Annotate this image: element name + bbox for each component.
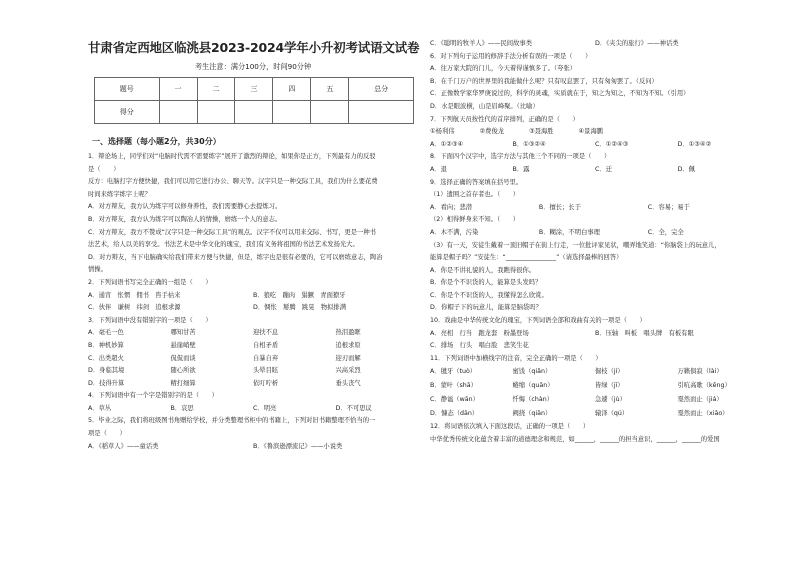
score-blank-cell — [159, 101, 197, 124]
q2-options — [88, 290, 418, 303]
q11-cell: 戛然而止（jiá） — [677, 396, 723, 404]
q6-option: C．正像数学家华罗庚说过的，科学的灵魂，实质就在于，知之为知之，不知为不知。（引用） — [430, 90, 690, 98]
q7-item: ④景海鹏 — [578, 128, 604, 136]
q10-options — [430, 340, 760, 353]
q5-option: B．《鲁滨逊漂流记》——小说类 — [253, 442, 343, 450]
q7-options — [430, 139, 760, 152]
q3-cell: 哪知甘苦 — [170, 329, 196, 337]
score-header-cell: 四 — [273, 78, 311, 101]
q3-cell: 精打细算 — [170, 379, 196, 387]
score-blank-cell — [235, 101, 273, 124]
q1-line: 是（ ） — [88, 165, 120, 173]
q3-cell: B．神机妙算 — [88, 341, 124, 349]
q3-cell: C．出类超火 — [88, 354, 124, 362]
q3-cell: 追根求原 — [335, 341, 361, 349]
q9-option: B．糊涂，不明白事理 — [538, 228, 600, 236]
q3-cell: 依叮咛析 — [253, 379, 279, 387]
q5-stem: 项是（ ） — [88, 430, 126, 438]
q3-row — [88, 378, 418, 391]
q10-stem: 10．戏曲是中华传统文化的瑰宝，下列词语全部和戏曲有关的一项是（ ） — [430, 317, 646, 325]
score-header-cell: 一 — [159, 78, 197, 101]
left-column — [88, 38, 418, 453]
q1-option: 情操。 — [88, 266, 107, 274]
q1-line: 反方：电脑打字方便快捷，我们可以用它进行办公、聊天等。汉字只是一种交际工具，我们为什么要花费 — [88, 178, 378, 186]
q3-cell: 兴高采烈 — [335, 367, 361, 375]
q4-option: A．草丛 — [88, 404, 112, 412]
q3-row — [88, 327, 418, 340]
q5-option: D．《夹尖的旅行》——神话类 — [595, 40, 679, 47]
score-header-cell: 题号 — [95, 78, 160, 101]
q1-line: 时间来练字练字上呢？ — [88, 190, 151, 198]
q6-option: D．水是眼波横，山是眉峰聚。（比喻） — [430, 102, 539, 110]
q2-option: A．通宵 怅惘 佣书 咨手枯来 — [88, 291, 181, 299]
q11-cell: 倔枝（jí） — [595, 368, 624, 376]
q7-item: ③聂海胜 — [529, 128, 554, 136]
q3-cell: 热泪盈眶 — [335, 329, 361, 337]
q11-cell: C．静谧（wān） — [430, 396, 479, 404]
q8-option: A．退 — [430, 165, 447, 173]
q9-option: A．你是不讲礼貌的人，我瞧得很你。 — [430, 266, 536, 274]
q3-cell: 自相矛盾 — [253, 341, 279, 349]
q7-item: ②费俊龙 — [479, 128, 505, 136]
q9-option: D．你帽子下的玩意儿，能算是脑袋吗？ — [430, 304, 542, 312]
q3-row — [88, 365, 418, 378]
q11-cell: 蜜饯（qiǎn） — [512, 368, 552, 376]
score-header-cell: 三 — [235, 78, 273, 101]
score-value-row — [95, 101, 414, 124]
q6-option: A．往万家大院的门儿，今天着得谨慎多了。（夸张） — [430, 65, 576, 73]
score-header-row — [95, 78, 414, 101]
q3-cell: 悬崖峭壁 — [170, 341, 196, 349]
q2-option: D．惆怅 掰腾 跳晃 物拟排满 — [253, 304, 347, 312]
q1-option: A．对方辩友，我方认为练字可以修身养性，我们需要静心去提炼习。 — [88, 203, 282, 211]
q3-cell: 随心所欲 — [170, 367, 196, 375]
q11-cell: 急遽（jù） — [595, 396, 626, 404]
q9-option: B．擅长；长于 — [538, 203, 581, 211]
q5-option: C．《聪明的牧羊人》——民间故事类 — [430, 40, 532, 47]
q11-cell: 皆绿（jī） — [595, 382, 624, 390]
score-blank-cell — [273, 101, 311, 124]
q5-option: A．《稻草人》——童话类 — [88, 442, 159, 450]
score-header-cell: 五 — [311, 78, 349, 101]
q9-option: A．木不满，污染 — [430, 228, 479, 236]
q11-cell: 辕泽（qú） — [595, 410, 629, 418]
q11-cell: 戛然而止（xiāo） — [677, 410, 729, 418]
q11-cell: 引吭高歌（kēng） — [677, 382, 731, 390]
q4-option: D．不可思议 — [335, 404, 372, 412]
q11-cell: 忏悔（chàn） — [512, 396, 553, 404]
q3-stem: 3．下列词语中没有错别字的一项是（ ） — [88, 316, 212, 324]
q4-options — [88, 403, 418, 416]
q3-cell: A．毫毛一色 — [88, 329, 124, 337]
q11-cell: B．蒙叶（shā） — [430, 382, 477, 390]
q12-text: 中华优秀传统文化蕴含着丰富的道德理念和规范，如______，______的担当意识，______，______的爱国 — [430, 436, 720, 444]
right-column — [430, 38, 760, 447]
q1-option: 法艺术，给人以美的享受。书法艺术是中华文化的瑰宝，我们有义务将祖国的书法艺术发扬光大。 — [88, 241, 359, 249]
q2-options — [88, 302, 418, 315]
q9-sub-options — [430, 227, 760, 240]
q11-cell: 万籁俱寂（lài） — [677, 368, 723, 376]
q8-option: C．迁 — [595, 165, 612, 173]
q2-stem: 2．下列词语书写完全正确的一组是（ ） — [88, 278, 212, 286]
score-blank-cell — [311, 101, 349, 124]
q1-option: D．对方辩友，当下电脑确实给我们带来方便与快捷，但是，练字也是很有必要的，它可以磨练意志，陶冶 — [88, 253, 383, 261]
q10-option — [595, 340, 760, 353]
section-heading: 一、选择题（每小题2分，共30分） — [92, 137, 221, 146]
q7-option: B．①③②④ — [512, 140, 546, 148]
q9-sub-options — [430, 202, 760, 215]
q5-options-cont — [430, 38, 760, 51]
q2-option: C．伙伴 谦树 纬剑 追根求源 — [88, 304, 181, 312]
q3-row — [88, 353, 418, 366]
q1-option: C．对方辩友，我方不赞成“汉字只是一种交际工具”的观点。汉字不仅可以用来交际、书写，更是一种书 — [88, 228, 376, 236]
q10-option: B．压轴 叫板 唱头牌 有板有眼 — [595, 329, 694, 337]
q3-cell: 迎刃而解 — [335, 354, 361, 362]
q11-cell: 蜷缩（quān） — [512, 382, 554, 390]
q6-stem: 6．对下列句子运用的修辞手法分析有误的一项是（ ） — [430, 52, 592, 60]
q9-option: A．看向；悲潜 — [430, 203, 473, 211]
q4-option: C．明亮 — [253, 404, 277, 412]
q11-cell: 阙挠（qiān） — [512, 410, 552, 418]
q3-cell: 自暴自弃 — [253, 354, 279, 362]
q4-option: B．哀思 — [170, 404, 194, 412]
q3-cell: 头晕目眩 — [253, 367, 279, 375]
q5-options — [88, 441, 418, 454]
q7-items — [430, 126, 628, 139]
q8-options — [430, 164, 760, 177]
q1-option: B．对方辩友，我方认为练字可以陶冶人的情操，磨练一个人的意志。 — [88, 215, 282, 223]
q7-stem: 7．下列航天员按性代的首序排列，正确的是（ ） — [430, 115, 579, 123]
q9-option: C．容易；易于 — [647, 203, 690, 211]
q8-stem: 8．下面四个汉字中，选字方法与其他三个不同的一项是（ ） — [430, 153, 611, 161]
score-header-cell: 总分 — [349, 78, 414, 101]
q3-cell: D．技得升算 — [88, 379, 125, 387]
q3-cell: D．身临其境 — [88, 367, 125, 375]
q12-stem: 12．将词语依次填入下面这段话，正确的一项是（ ） — [430, 423, 590, 431]
q11-row — [430, 379, 760, 393]
exam-title: 甘肃省定西地区临洮县2023-2024学年小升初考试语文试卷 — [88, 40, 420, 55]
q9-sub: （3）有一天，安徒生戴着一顶旧帽子在街上行走，一位批评家见状，嘲弄地笑道：“你脑袋上的玩意儿， — [430, 241, 721, 249]
q9-option: C．你是个不识货的人，我懂得怎么欣赏。 — [430, 291, 548, 299]
q9-stem: 9．选择正确的答案填在括号里。 — [430, 178, 523, 186]
q7-option: D．①③④② — [677, 140, 712, 148]
score-blank-cell — [349, 101, 414, 124]
q10-options — [430, 328, 760, 341]
q9-option: B．你是个不识货的人，能算是头发吗？ — [430, 279, 542, 287]
q7-option: C．①②④③ — [595, 140, 629, 148]
q3-cell: 迎扶不息 — [253, 329, 279, 337]
q5-stem: 5．毕业之际，我们将班级图书角赠给学校，并分类整理书柜中的书籍上，下列对旧书籍整理不恰当的一 — [88, 417, 376, 425]
q9-sub: （1）遗围之首存者也。（ ） — [430, 191, 520, 199]
q9-option: C．全，完全 — [647, 228, 684, 236]
q3-row — [88, 340, 418, 353]
q4-stem: 4．下列词语中有一个字是错别字的是（ ） — [88, 392, 218, 400]
q10-option: C．排场 行头 唱白脸 悲笑生花 — [430, 342, 529, 350]
q7-item: ①杨利伟 — [430, 128, 455, 136]
q7-option: A．①②③④ — [430, 140, 464, 148]
q6-option: B．在千门万户的世界里的我能做什么呢？只有叹息罢了，只有匆匆罢了。（反问） — [430, 77, 658, 85]
q8-option: D．佩 — [677, 165, 695, 173]
q8-option: B．露 — [512, 165, 530, 173]
q3-cell: 垂头丧气 — [335, 379, 361, 387]
q1-line: 1．辩论场上，同学们对“电脑时代需不需要练字”展开了激烈的辩论，如果你是正方，下列最有力的反驳 — [88, 153, 376, 160]
q9-sub: （2）相得鲜身来不知。（ ） — [430, 216, 520, 224]
q11-cell: D．慷态（dān） — [430, 410, 479, 418]
q10-option: A．亮相 行当 跑龙套 粉墨登场 — [430, 329, 529, 337]
q3-cell: 侃侃而谈 — [170, 354, 196, 362]
exam-notice: 考生注意：满分100分，时间90分钟 — [194, 62, 312, 71]
score-blank-cell — [197, 101, 235, 124]
score-table — [94, 77, 414, 124]
score-row-label: 得分 — [95, 101, 160, 124]
score-header-cell: 二 — [197, 78, 235, 101]
q11-row — [430, 393, 760, 407]
q2-option: B．狼吃 蹦肉 猖獗 青面獠牙 — [253, 291, 346, 299]
q9-sub: 能算是帽子吗？”安徒生：“________________”（请选择最棒的回答） — [430, 254, 623, 262]
q11-row — [430, 365, 760, 379]
q11-stem: 11．下列词语中加横线字的注音，完全正确的一项是（ ） — [430, 354, 602, 362]
q11-row — [430, 407, 760, 421]
q11-cell: A．毽牙（tuò） — [430, 368, 477, 376]
